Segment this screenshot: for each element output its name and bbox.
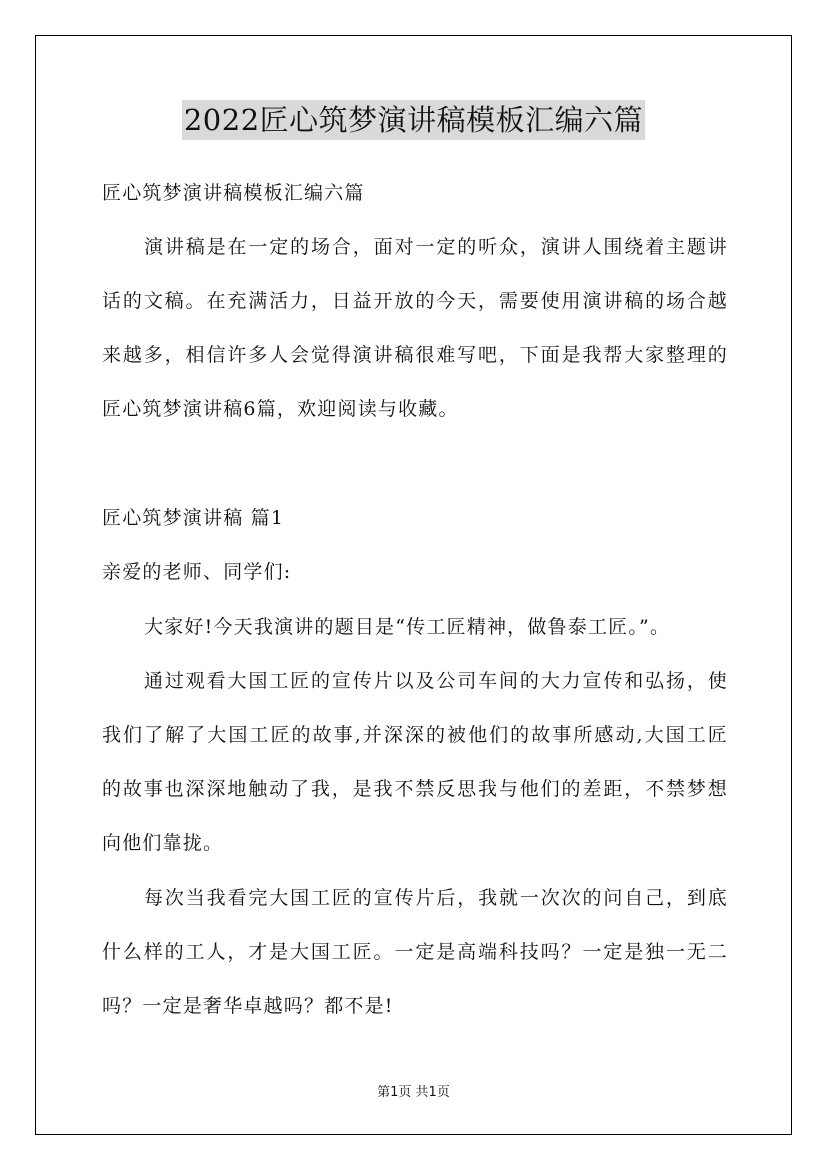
section-heading: 匠心筑梦演讲稿 篇1 [102, 507, 285, 529]
document-subtitle: 匠心筑梦演讲稿模板汇编六篇 [102, 182, 365, 204]
paragraph-line: 每次当我看完大国工匠的宣传片后，我就一次次的问自己，到底 [144, 887, 728, 909]
intro-line: 匠心筑梦演讲稿6篇，欢迎阅读与收藏。 [102, 398, 459, 420]
intro-line: 来越多，相信许多人会觉得演讲稿很难写吧，下面是我帮大家整理的 [102, 344, 728, 366]
greeting: 大家好!今天我演讲的题目是“传工匠精神，做鲁泰工匠。”。 [144, 616, 671, 638]
document-title: 2022匠心筑梦演讲稿模板汇编六篇 [182, 100, 645, 140]
paragraph-line: 吗？一定是奢华卓越吗？都不是! [102, 995, 394, 1017]
paragraph-line: 的故事也深深地触动了我，是我不禁反思我与他们的差距，不禁梦想 [102, 778, 728, 800]
title-container [0, 100, 827, 140]
page-footer: 第1页 共1页 [377, 1085, 450, 1100]
paragraph-line: 什么样的工人，才是大国工匠。一定是高端科技吗？一定是独一无二 [102, 941, 728, 963]
paragraph-line: 向他们靠拢。 [102, 832, 224, 854]
paragraph-line: 通过观看大国工匠的宣传片以及公司车间的大力宣传和弘扬，使 [144, 670, 728, 692]
paragraph-line: 我们了解了大国工匠的故事,并深深的被他们的故事所感动,大国工匠 [102, 724, 728, 746]
salutation: 亲爱的老师、同学们: [102, 561, 292, 583]
intro-line: 话的文稿。在充满活力，日益开放的今天，需要使用演讲稿的场合越 [102, 290, 728, 312]
intro-line: 演讲稿是在一定的场合，面对一定的听众，演讲人围绕着主题讲 [144, 236, 728, 258]
